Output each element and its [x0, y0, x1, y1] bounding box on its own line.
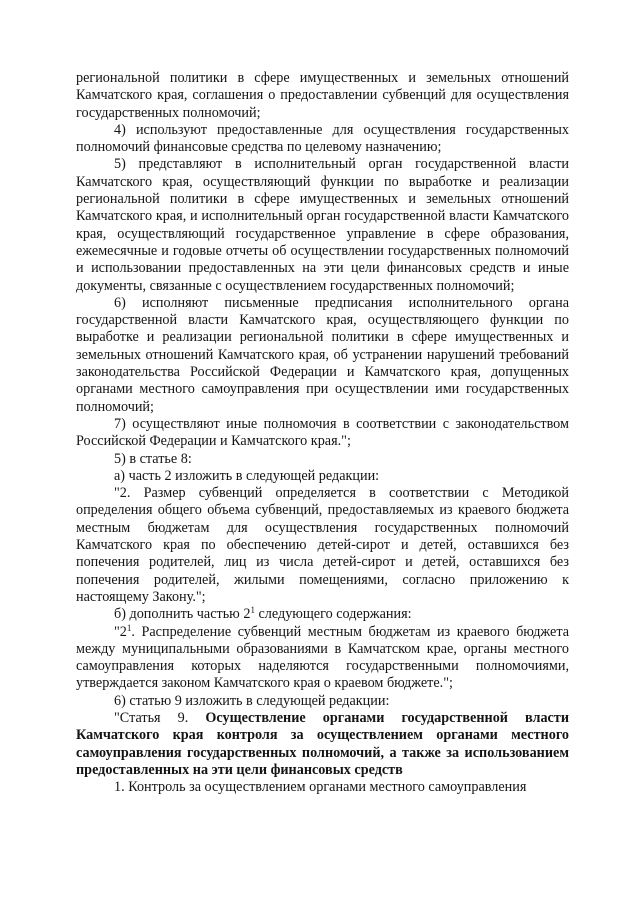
paragraph-item-4: 4) используют предоставленные для осуществления государственных полномочий финансовые средства по целевому назначению; — [76, 121, 569, 156]
paragraph-part-2-text: "2. Размер субвенций определяется в соответствии с Методикой определения общего объема субвенций, предоставляемых из краевого бюджета местным бюджетам для осуществления государственных полномочий Камчатского края по обеспечению детей-сирот и детей, оставшихся без попечения родителей, лиц из числа детей-сирот и детей, оставшихся без попечения родителей, жилыми помещениями, согласно приложению к настоящему Закону."; — [76, 485, 569, 605]
part-2-1-body: . Распределение субвенций местным бюджетам из краевого бюджета между муниципальными образованиями в Камчатском крае, органы местного самоуправления которых наделяются государственными полномочиями, утверждается законом Камчатского края о краевом бюджете."; — [76, 623, 569, 692]
part-2-1-number: "2 — [114, 623, 127, 640]
paragraph-part-b — [76, 606, 569, 623]
part-b-superscript: 1 — [250, 605, 255, 616]
paragraph-part-2-1-text — [76, 624, 569, 693]
paragraph-item-7: 7) осуществляют иные полномочия в соответствии с законодательством Российской Федерации и Камчатского края."; — [76, 415, 569, 450]
document-body — [76, 70, 569, 796]
paragraph-item-6: 6) исполняют письменные предписания исполнительного органа государственной власти Камчатского края, осуществляющего функции по выработке и реализации региональной политики в сфере имущественных и земельных отношений Камчатского края, об устранении нарушений требований законодательства Российской Федерации и Камчатского края, допущенных органами местного самоуправления при осуществлении ими государственных полномочий; — [76, 294, 569, 415]
part-b-text: б) дополнить частью 2 — [114, 606, 251, 623]
part-b-text-end: следующего содержания: — [254, 606, 412, 623]
paragraph-item-5: 5) представляют в исполнительный орган государственной власти Камчатского края, осуществляющий функции по выработке и реализации региональной политики в сфере имущественных и земельных отношений Камчатского края, и исполнительный орган государственной власти Камчатского края, осуществляющий государственное управление в сфере образования, ежемесячные и годовые отчеты об осуществлении государственных полномочий и использовании предоставленных на эти цели финансовых средств и иные документы, связанные с осуществлением государственных полномочий; — [76, 156, 569, 294]
part-2-1-superscript: 1 — [126, 622, 132, 633]
paragraph-item-6-article-9: 6) статью 9 изложить в следующей редакции: — [114, 692, 390, 709]
paragraph-continuation: региональной политики в сфере имущественных и земельных отношений Камчатского края, соглашения о предоставлении субвенций для осуществления государственных полномочий; — [76, 70, 569, 121]
article-9-title: Осуществление органами государственной власти Камчатского края контроля за осуществлением органами местного самоуправления государственных полномочий, а также за использованием предоставленных на эти цели финансовых средств — [76, 709, 569, 778]
paragraph-part-a: а) часть 2 изложить в следующей редакции: — [114, 467, 380, 484]
paragraph-article-8: 5) в статье 8: — [114, 450, 192, 467]
article-9-part-1: 1. Контроль за осуществлением органами местного самоуправления — [114, 779, 527, 796]
article-9-label: "Статья 9. — [114, 709, 206, 726]
article-9-heading — [76, 710, 569, 779]
